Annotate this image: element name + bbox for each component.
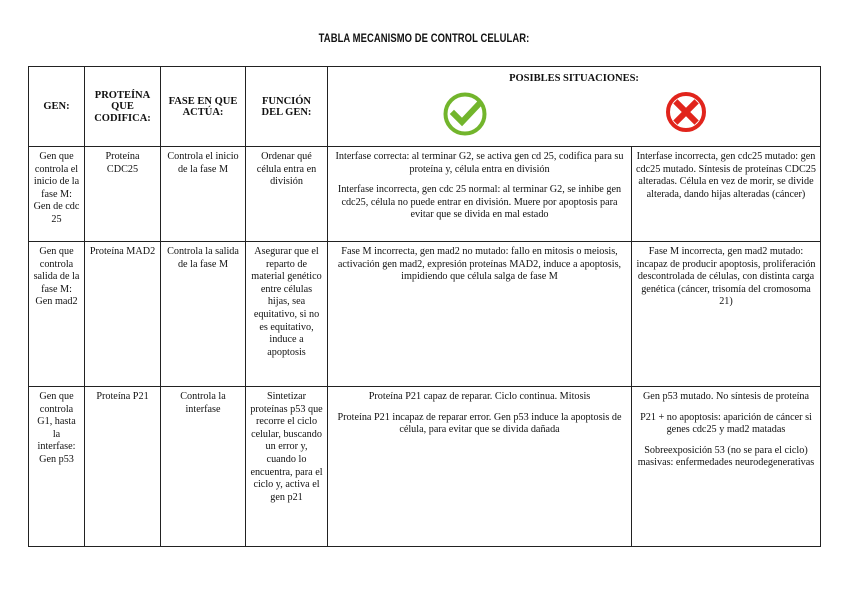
header-situaciones-label: POSIBLES SITUACIONES: xyxy=(509,73,639,84)
situacion-text: Interfase correcta: al terminar G2, se activa gen cd 25, codifica para su proteína y, célula entra en división xyxy=(335,151,624,175)
funcion-cell: Sintetizar proteínas p53 que recorre el ciclo celular, buscando un error y, cuando lo encuentra, para el ciclo y, activa el gen p21 xyxy=(246,387,328,547)
proteina-cell: Proteína MAD2 xyxy=(85,242,161,387)
situacion-correcta-cell xyxy=(328,147,632,242)
situacion-alterada-cell xyxy=(632,242,821,387)
table-row xyxy=(29,242,821,387)
funcion-cell: Asegurar que el reparto de material genético entre células hijas, sea equitativo, si no es equitativo, induce a apoptosis xyxy=(246,242,328,387)
situacion-text: Proteína P21 capaz de reparar. Ciclo continua. Mitosis xyxy=(368,391,591,402)
situacion-text: Fase M incorrecta, gen mad2 mutado: incapaz de producir apoptosis, proliferación descontrolada de células, con distinta carga genética (cáncer, trisomía del cromosoma 21) xyxy=(636,246,816,308)
gen-cell: Gen que controla salida de la fase M: Gen mad2 xyxy=(29,242,85,387)
situacion-alterada-cell xyxy=(632,147,821,242)
document-title: TABLA MECANISMO DE CONTROL CELULAR: xyxy=(318,33,530,45)
gen-cell: Gen que controla el inicio de la fase M: Gen de cdc 25 xyxy=(29,147,85,242)
header-gen: GEN: xyxy=(29,67,85,147)
header-funcion: FUNCIÓN DEL GEN: xyxy=(246,67,328,147)
fase-cell: Controla la salida de la fase M xyxy=(161,242,246,387)
check-circle-icon xyxy=(442,91,488,137)
table-row xyxy=(29,147,821,242)
header-situaciones xyxy=(328,67,821,147)
situacion-text: Proteína P21 incapaz de reparar error. Gen p53 induce la apoptosis de célula, para evitar que se divida dañada xyxy=(337,411,622,436)
header-proteina: PROTEÍNA QUE CODIFICA: xyxy=(85,67,161,147)
proteina-cell: Proteína CDC25 xyxy=(85,147,161,242)
situacion-text: P21 + no apoptosis: aparición de cáncer si genes cdc25 y mad2 matadas xyxy=(640,411,812,436)
header-row xyxy=(29,67,821,147)
funcion-cell: Ordenar qué célula entra en división xyxy=(246,147,328,242)
situacion-alterada-cell xyxy=(632,387,821,547)
fase-cell: Controla el inicio de la fase M xyxy=(161,147,246,242)
header-fase: FASE EN QUE ACTÚA: xyxy=(161,67,246,147)
table-row xyxy=(29,387,821,547)
situacion-correcta-cell xyxy=(328,387,632,547)
cell-control-table xyxy=(28,66,821,547)
situacion-text: Fase M incorrecta, gen mad2 no mutado: fallo en mitosis o meiosis, activación gen mad2, expresión proteínas MAD2, induce a apoptosis, impidiendo que célula salga de fase M xyxy=(337,246,622,283)
situacion-text: Interfase incorrecta, gen cdc25 mutado: gen cdc25 mutado. Síntesis de proteínas CDC25 alteradas. Célula en vez de morir, se divide alterada, dando hijas alteradas (cáncer) xyxy=(636,151,816,200)
fase-cell: Controla la interfase xyxy=(161,387,246,547)
situacion-correcta-cell xyxy=(328,242,632,387)
proteina-cell: Proteína P21 xyxy=(85,387,161,547)
cross-circle-icon xyxy=(665,91,707,133)
gen-cell: Gen que controla G1, hasta la interfase: Gen p53 xyxy=(29,387,85,547)
situacion-text: Interfase incorrecta, gen cdc 25 normal: al terminar G2, se inhibe gen cdc25, célula no puede entrar en división. Muere por apoptosis para evitar que se divida en mal estado xyxy=(337,184,622,221)
situacion-text: Gen p53 mutado. No síntesis de proteína xyxy=(642,391,810,402)
situacion-text: Sobreexposición 53 (no se para el ciclo) masivas: enfermedades neurodegenerativas xyxy=(637,444,815,469)
